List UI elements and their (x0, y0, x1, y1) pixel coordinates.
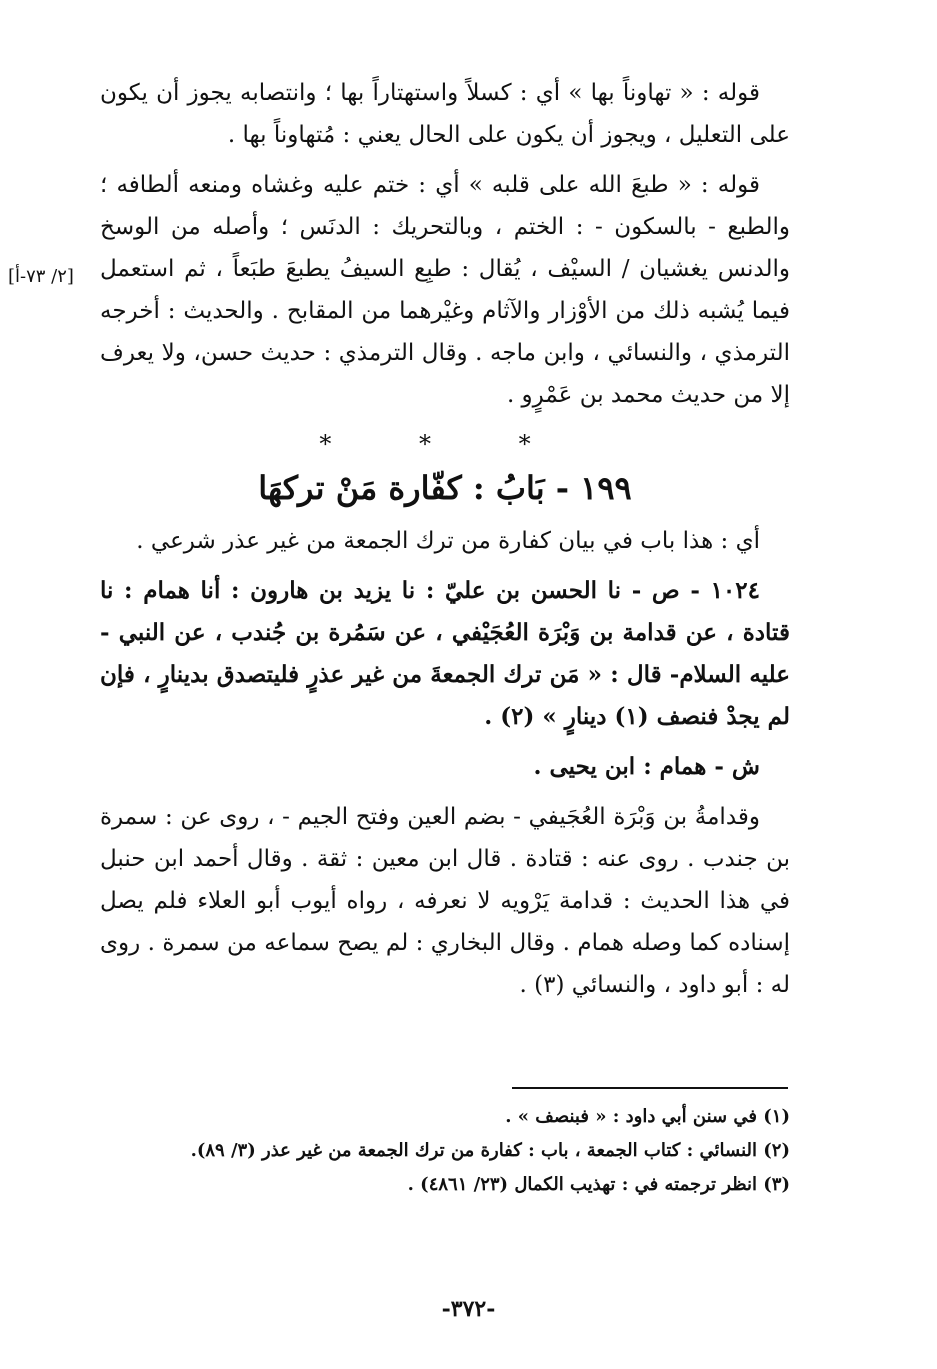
footnote-3: (٣) انظر ترجمته في : تهذيب الكمال (٢٣/ ٤٨٦١) . (407, 1174, 790, 1195)
sharh-label: ش - همام : ابن يحيى . (533, 753, 760, 780)
footnote-2: (٢) النسائي : كتاب الجمعة ، باب : كفارة من ترك الجمعة من غير عذر (٣/ ٨٩). (190, 1140, 790, 1161)
commentary-paragraph-1: قوله : « تهاوناً بها » أي : كسلاً واستهتاراً بها ؛ وانتصابه يجوز أن يكون على التعليل ، ويجوز أن يكون على الحال يعني : مُتهاوناً بها . (100, 80, 790, 148)
sharh-text: وقدامةُ بن وَبْرَة العُجَيفي - بضم العين وفتح الجيم - ، روى عن : سمرة بن جندب . روى عنه : قتادة . قال ابن معين : ثقة . وقال أحمد ابن حنبل في هذا الحديث : قدامة يَرْويه لا نعرفه ، رواه أيوب أبو العلاء فلم يصل إسناده كما وصله همام . وقال البخاري : لم يصح سماعه من سمرة . روى له : أبو داود ، والنسائي (٣) . (100, 804, 790, 998)
hadith-text: ١٠٢٤ - ص - نا الحسن بن عليّ : نا يزيد بن هارون : أنا همام : نا قتادة ، عن قدامة بن وَبْرَة العُجَيْفي ، عن سَمُرة بن جُندب ، عن النبي - عليه السلام- قال : « مَن ترك الجمعةَ من غير عذرٍ فليتصدق بدينارٍ ، فإن لم يجدْ فنصف (١) دينارٍ » (٢) . (100, 577, 790, 730)
footnote-divider (512, 1087, 788, 1089)
page-body (100, 72, 790, 1014)
chapter-intro: أي : هذا باب في بيان كفارة من ترك الجمعة من غير عذر شرعي . (136, 528, 760, 554)
section-separator: * * * (319, 430, 571, 458)
commentary-paragraph-2: قوله : « طبعَ الله على قلبه » أي : ختم عليه وغشاه ومنعه ألطافه ؛ والطبع - بالسكون - : الختم ، وبالتحريك : الدنَس ؛ وأصله من الوسخ والدنس يغشيان / السيْف ، يُقال : طبِع السيفُ يطبعَ طبَعاً ، ثم استعمل فيما يُشبه ذلك من الأوْزار والآثام وغيْرهما من المقابح . والحديث : أخرجه الترمذي ، والنسائي ، وابن ماجه . وقال الترمذي : حديث حسن، ولا يعرف إلا من حديث محمد بن عَمْرٍو . (100, 172, 790, 408)
chapter-title: ١٩٩ - بَابُ : كفّارة مَنْ تركهَا (258, 469, 632, 507)
footnote-1: (١) في سنن أبي داود : « فبنصف » . (505, 1106, 790, 1127)
page-number: -٣٧٢- (441, 1296, 496, 1322)
footnotes (100, 1100, 790, 1202)
manuscript-margin-reference: [٢/ ٧٣-أ] (8, 266, 74, 287)
